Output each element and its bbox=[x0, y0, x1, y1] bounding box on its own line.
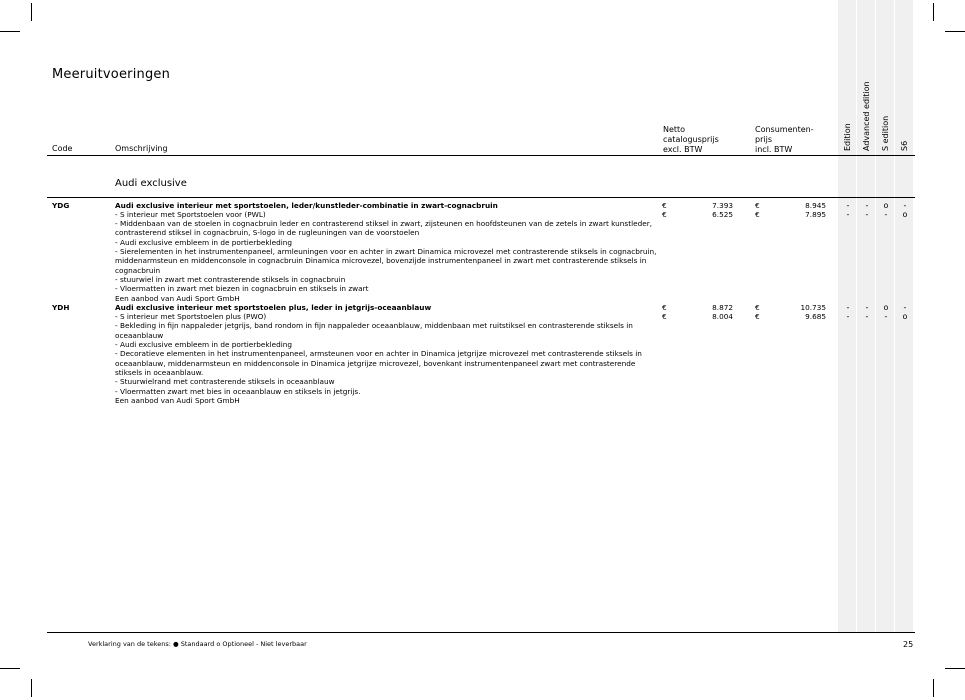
header-s-edition: S edition bbox=[881, 115, 890, 151]
option-detail-line: stiksels in oceaanblauw. bbox=[115, 367, 204, 377]
euro-sign: € bbox=[662, 312, 667, 322]
availability-mark: - bbox=[865, 209, 869, 219]
header-code: Code bbox=[52, 144, 73, 153]
availability-mark: - bbox=[846, 312, 850, 322]
consumer-price: 9.685 bbox=[805, 312, 826, 322]
availability-mark: - bbox=[846, 209, 850, 219]
header-edition: Edition bbox=[843, 123, 852, 151]
header-net-price bbox=[663, 125, 719, 155]
option-detail-line: Een aanbod van Audi Sport GmbH bbox=[115, 293, 240, 303]
header-advanced-edition: Advanced edition bbox=[862, 81, 871, 151]
availability-mark: - bbox=[884, 312, 888, 322]
row-code: YDH bbox=[52, 302, 70, 312]
availability-mark: o bbox=[883, 302, 889, 312]
availability-mark: o bbox=[902, 312, 908, 322]
option-detail-line: - Stuurwielrand met contrasterende stiksels in oceaanblauw bbox=[115, 377, 335, 387]
option-line-priced: Audi exclusive interieur met sportstoelen plus, leder in jetgrijs-oceaanblauw bbox=[115, 302, 432, 312]
option-detail-line: - stuurwiel in zwart met contrasterende stiksels in cognacbruin bbox=[115, 274, 346, 284]
header-net-price-line: excl. BTW bbox=[663, 145, 703, 154]
option-detail-line: contrasterend stiksel in cognacbruin, S-logo in de rugleuningen van de voorstoelen bbox=[115, 228, 420, 238]
header-consumer-price-line: incl. BTW bbox=[755, 145, 793, 154]
header-consumer-price-line: Consumenten- bbox=[755, 125, 814, 134]
euro-sign: € bbox=[755, 209, 760, 219]
availability-mark: - bbox=[903, 200, 907, 210]
section-rule bbox=[47, 197, 915, 198]
crop-mark bbox=[933, 679, 934, 697]
header-s6: S6 bbox=[900, 140, 909, 151]
footer-rule bbox=[47, 632, 915, 633]
option-detail-line: oceaanblauw bbox=[115, 330, 164, 340]
availability-mark: - bbox=[865, 302, 869, 312]
header-consumer-price bbox=[755, 125, 814, 155]
availability-mark: - bbox=[846, 200, 850, 210]
header-net-price-line: Netto bbox=[663, 125, 686, 134]
availability-mark: - bbox=[846, 302, 850, 312]
availability-mark: o bbox=[902, 209, 908, 219]
net-price: 6.525 bbox=[712, 209, 733, 219]
euro-sign: € bbox=[662, 200, 667, 210]
legend: Verklaring van de tekens: ● Standaard o Optioneel - Niet leverbaar bbox=[88, 640, 307, 648]
option-detail-line: - Bekleding in fijn nappaleder jetgrijs, band rondom in fijn nappaleder oceaanblauw, middenbaan met ruitstiksel en contrasterende stiksels in bbox=[115, 321, 633, 331]
crop-mark bbox=[945, 31, 965, 32]
availability-mark: o bbox=[883, 200, 889, 210]
option-detail-line: Een aanbod van Audi Sport GmbH bbox=[115, 395, 240, 405]
option-detail-line: - Decoratieve elementen in het instrumentenpaneel, armsteunen voor en achter in Dinamica jetgrijze microvezel met contrasterende stiksels in bbox=[115, 349, 642, 359]
option-line-priced: - S interieur met Sportstoelen plus (PWO) bbox=[115, 312, 267, 322]
euro-sign: € bbox=[662, 209, 667, 219]
option-detail-line: oceaanblauw, middenarmsteun en middenconsole in Dinamica jetgrijze microvezel, bovenkant instrumentenpaneel zwart met contrasterende bbox=[115, 358, 636, 368]
euro-sign: € bbox=[662, 302, 667, 312]
header-consumer-price-line: prijs bbox=[755, 135, 772, 144]
consumer-price: 8.945 bbox=[805, 200, 826, 210]
crop-mark bbox=[31, 3, 32, 21]
availability-mark: - bbox=[865, 200, 869, 210]
option-line-priced: - S interieur met Sportstoelen voor (PWL) bbox=[115, 209, 266, 219]
net-price: 7.393 bbox=[712, 200, 733, 210]
availability-mark: - bbox=[884, 209, 888, 219]
option-line-priced: Audi exclusive interieur met sportstoelen, leder/kunstleder-combinatie in zwart-cognacbruin bbox=[115, 200, 498, 210]
crop-mark bbox=[945, 668, 965, 669]
option-detail-line: - Middenbaan van de stoelen in cognacbruin leder en contrasterend stiksel in zwart, zijsteunen en hoofdsteunen van de zetels in zwart kunstleder, bbox=[115, 219, 653, 229]
option-detail-line: middenarmsteun en middenconsole in cognacbruin Dinamica microvezel, bovenzijde instrumentenpaneel in zwart met contrasterende stiksels in bbox=[115, 256, 647, 266]
page-title: Meeruitvoeringen bbox=[52, 67, 171, 82]
euro-sign: € bbox=[755, 312, 760, 322]
consumer-price: 10.735 bbox=[800, 302, 826, 312]
option-detail-line: - Vloermatten in zwart met biezen in cognacbruin en stiksels in zwart bbox=[115, 284, 369, 294]
euro-sign: € bbox=[755, 302, 760, 312]
crop-mark bbox=[933, 3, 934, 21]
option-detail-line: - Vloermatten zwart met bies in oceaanblauw en stiksels in jetgrijs. bbox=[115, 386, 361, 396]
row-code: YDG bbox=[52, 200, 70, 210]
euro-sign: € bbox=[755, 200, 760, 210]
net-price: 8.004 bbox=[712, 312, 733, 322]
header-net-price-line: catalogusprijs bbox=[663, 135, 719, 144]
crop-mark bbox=[0, 31, 20, 32]
page-number: 25 bbox=[903, 640, 914, 649]
header-description: Omschrijving bbox=[115, 144, 168, 153]
header-rule bbox=[47, 155, 915, 156]
crop-mark bbox=[0, 668, 20, 669]
option-detail-line: - Sierelementen in het instrumentenpaneel, armleuningen voor en achter in zwart Dinamica microvezel met contrasterende stiksels in cognacbruin, bbox=[115, 247, 657, 256]
option-detail-line: - Audi exclusive embleem in de portierbekleding bbox=[115, 340, 293, 349]
crop-mark bbox=[31, 679, 32, 697]
option-detail-line: - Audi exclusive embleem in de portierbekleding bbox=[115, 237, 293, 247]
net-price: 8.872 bbox=[712, 302, 733, 312]
consumer-price: 7.895 bbox=[805, 209, 826, 219]
availability-mark: - bbox=[903, 302, 907, 312]
availability-mark: - bbox=[865, 312, 869, 322]
section-title: Audi exclusive bbox=[115, 178, 187, 189]
option-detail-line: cognacbruin bbox=[115, 265, 161, 275]
